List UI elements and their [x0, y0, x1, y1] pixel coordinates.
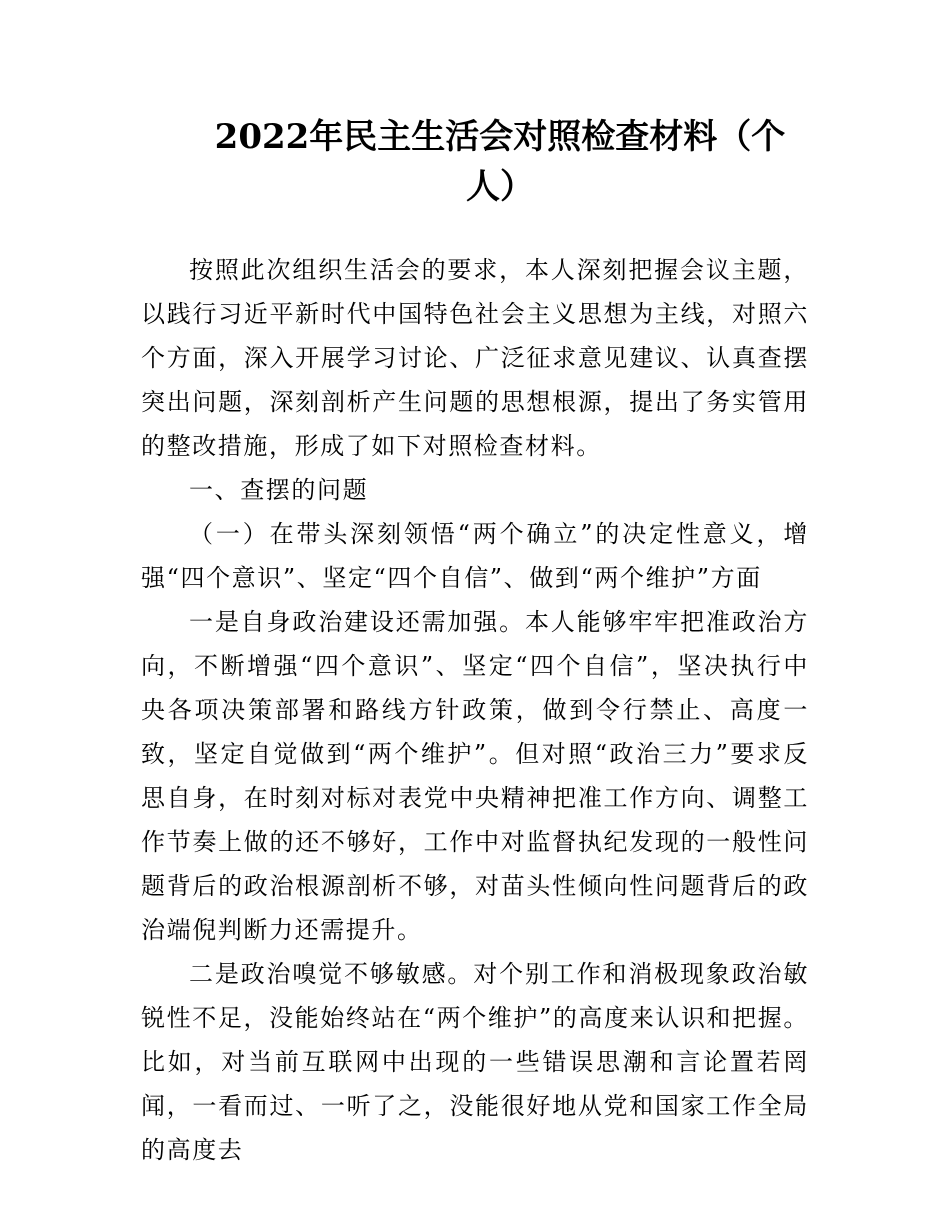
subsection-heading: （一）在带头深刻领悟“两个确立”的决定性意义，增强“四个意识”、坚定“四个自信”、做到“两个维护”方面 [141, 520, 809, 592]
issue-paragraph-1: 一是自身政治建设还需加强。本人能够牢牢把准政治方向，不断增强“四个意识”、坚定“四个自信”，坚决执行中央各项决策部署和路线方针政策，做到令行禁止、高度一致，坚定自觉做到“两个维护”。但对照“政治三力”要求反思自身，在时刻对标对表党中央精神把准工作方向、调整工作节奏上做的还不够好，工作中对监督执纪发现的一般性问题背后的政治根源剖析不够，对苗头性倾向性问题背后的政治端倪判断力还需提升。 [141, 608, 809, 944]
document-title: 2022年民主生活会对照检查材料（个人） [214, 117, 786, 207]
document-body [141, 248, 809, 1172]
section-heading: 一、查摆的问题 [189, 476, 369, 504]
issue-paragraph-2: 二是政治嗅觉不够敏感。对个别工作和消极现象政治敏锐性不足，没能始终站在“两个维护”的高度来认识和把握。比如，对当前互联网中出现的一些错误思潮和言论置若罔闻，一看而过、一听了之，没能很好地从党和国家工作全局的高度去 [141, 960, 809, 1164]
intro-paragraph: 按照此次组织生活会的要求，本人深刻把握会议主题，以践行习近平新时代中国特色社会主义思想为主线，对照六个方面，深入开展学习讨论、广泛征求意见建议、认真查摆突出问题，深刻剖析产生问题的思想根源，提出了务实管用的整改措施，形成了如下对照检查材料。 [141, 256, 809, 460]
